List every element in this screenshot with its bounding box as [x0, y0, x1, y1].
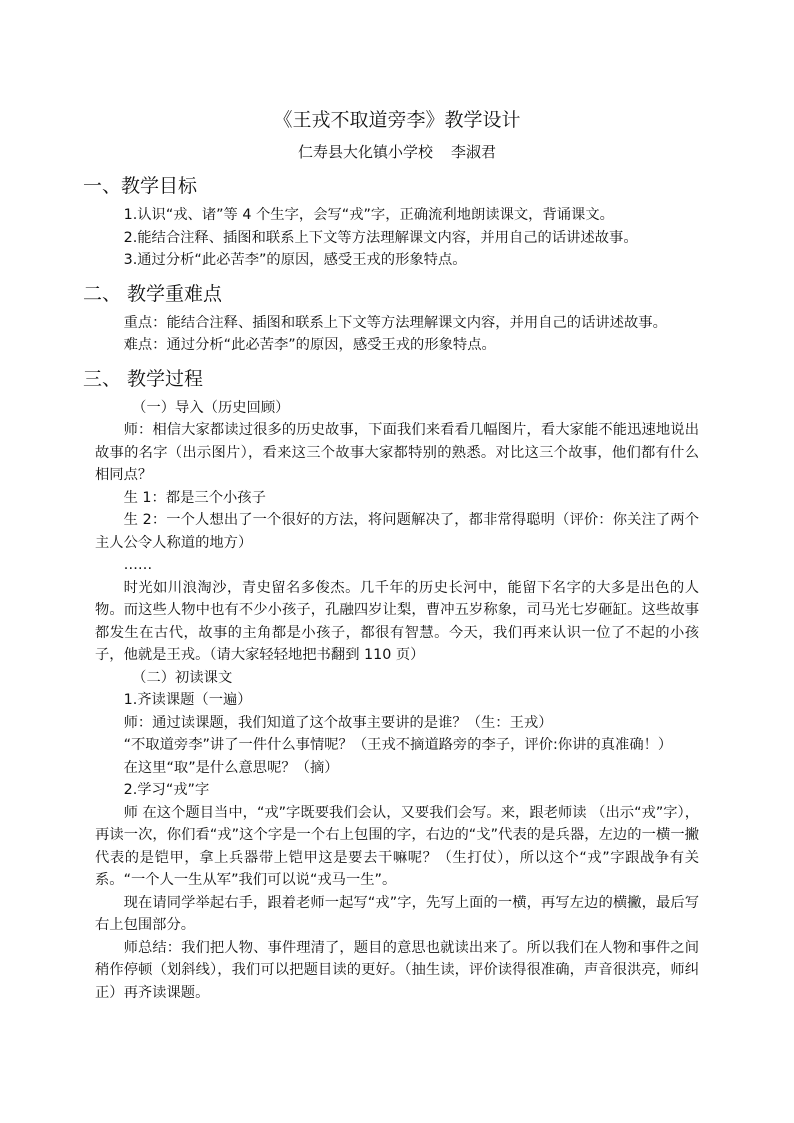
- body-paragraph: 生 2：一个人想出了一个很好的方法，将问题解决了，都非常得聪明（评价：你关注了两个主人公令人称道的地方）: [95, 512, 699, 551]
- body-paragraph: 师：相信大家都读过很多的历史故事，下面我们来看看几幅图片，看大家能不能迅速地说出故事的名字（出示图片），看来这三个故事大家都特别的熟悉。对比这三个故事，他们都有什么相同点？: [95, 422, 699, 483]
- body-paragraph: 师 在这个题目当中，“戎”字既要我们会认，又要我们会写。来，跟老师读 （出示“戎”字），再读一次，你们看“戎”这个字是一个右上包围的字，右边的“戈”代表的是兵器，左边的一横一撇代表的是铠甲，拿上兵器带上铠甲这是要去干嘛呢？（生打仗），所以这个“戎”字跟战争有关系。“一个人一生从军”我们可以说“戎马一生”。: [95, 804, 699, 888]
- difficulty-paragraph: 难点：通过分析“此必苦李”的原因，感受王戎的形象特点。: [123, 337, 496, 353]
- document-byline: [95, 140, 699, 164]
- document-page: [83, 100, 699, 1004]
- body-paragraph: 时光如川浪淘沙，青史留名多俊杰。几千年的历史长河中，能留下名字的大多是出色的人物。而这些人物中也有不少小孩子，孔融四岁让梨，曹冲五岁称象，司马光七岁砸缸。这些故事都发生在古代，故事的主角都是小孩子，都很有智慧。今天，我们再来认识一位了不起的小孩子，他就是王戎。（请大家轻轻地把书翻到 110 页）: [95, 579, 699, 663]
- body-paragraph: 师总结：我们把人物、事件理清了，题目的意思也就读出来了。所以我们在人物和事件之间稍作停顿（划斜线），我们可以把题目读的更好。（抽生读，评价读得很准确，声音很洪亮，师纠正）再齐读课题。: [95, 939, 699, 1001]
- body-paragraph: 在这里“取”是什么意思呢？（摘）: [123, 759, 339, 776]
- objective-item: 1.认识“戎、诸”等 4 个生字，会写“戎”字，正确流利地朗读课文，背诵课文。: [123, 207, 614, 223]
- ellipsis-line: ……: [123, 557, 153, 573]
- objective-item: 3.通过分析“此必苦李”的原因，感受王戎的形象特点。: [123, 252, 467, 268]
- objective-item: 2.能结合注释、插图和联系上下文等方法理解课文内容，并用自己的话讲述故事。: [123, 229, 638, 246]
- subsection-heading: （一）导入（历史回顾）: [132, 399, 290, 416]
- author-name: 李淑君: [451, 143, 497, 161]
- subsection-heading: （二）初读课文: [132, 669, 233, 686]
- body-paragraph: 2.学习“戎”字: [123, 782, 210, 798]
- school-name: 仁寿县大化镇小学校: [297, 143, 433, 161]
- body-paragraph: 师：通过读课题，我们知道了这个故事主要讲的是谁？（生：王戎）: [123, 714, 553, 731]
- body-paragraph: “不取道旁李”讲了一件什么事情呢？（王戎不摘道路旁的李子，评价:你讲的真准确！）: [123, 737, 673, 753]
- section-heading-key-points: 二、 教学重难点: [83, 282, 223, 305]
- document-title: 《王戎不取道旁李》教学设计: [273, 109, 521, 131]
- body-paragraph: 现在请同学举起右手，跟着老师一起写“戎”字，先写上面的一横，再写左边的横撇，最后写右上包围部分。: [95, 894, 699, 933]
- key-point-paragraph: 重点：能结合注释、插图和联系上下文等方法理解课文内容，并用自己的话讲述故事。: [123, 314, 667, 331]
- section-heading-process: 三、 教学过程: [83, 367, 204, 390]
- section-heading-objectives: 一、教学目标: [83, 175, 198, 197]
- body-paragraph: 生 1：都是三个小孩子: [123, 489, 266, 506]
- body-paragraph: 1.齐读课题（一遍）: [123, 692, 252, 708]
